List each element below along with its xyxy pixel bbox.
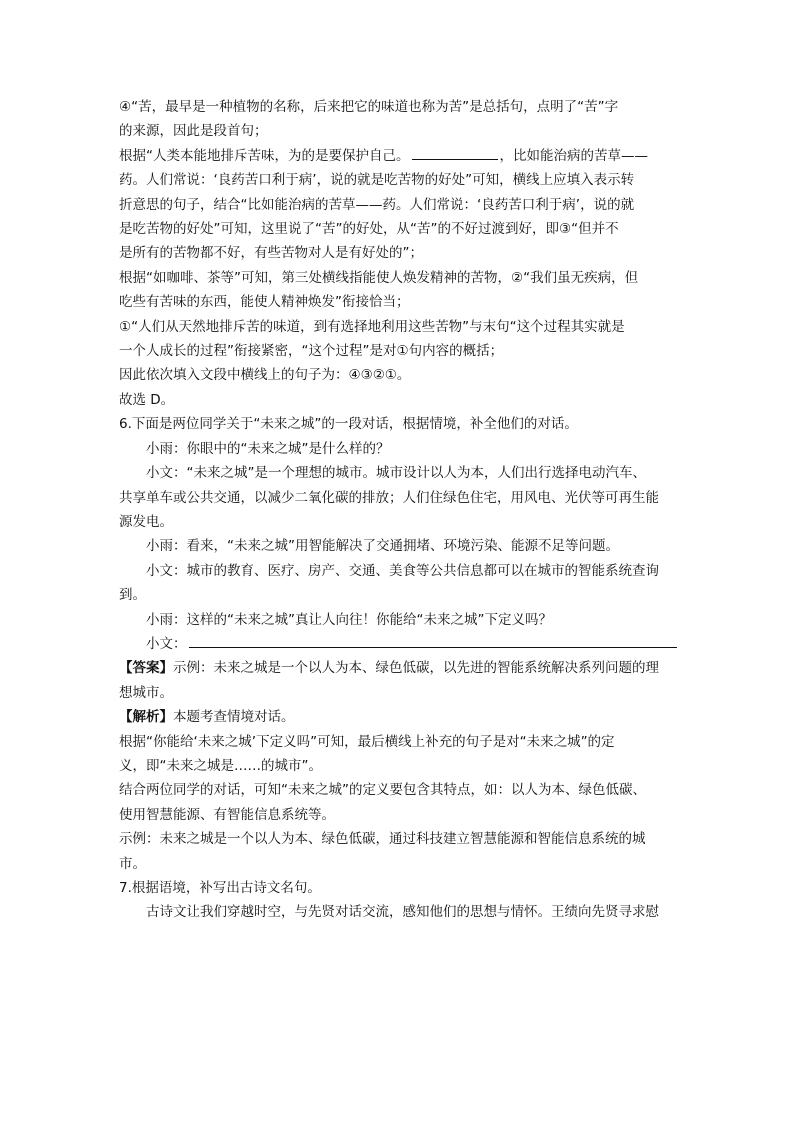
text-line: 折意思的句子，结合“比如能治病的苦草——药。人们常说：‘良药苦口利于病’，说的就 xyxy=(119,196,635,213)
text-line: 一个人成长的过程”衔接紧密，“这个过程”是对①句内容的概括； xyxy=(119,343,504,360)
dialogue-line: 小雨：你眼中的“未来之城”是什么样的？ xyxy=(146,440,390,457)
answer-tag: 【答案】 xyxy=(119,660,173,677)
text-line: 是吃苦物的好处”可知，这里说了“苦”的好处，从“苦”的不好过渡到好，即③“但并不 xyxy=(119,221,619,238)
dialogue-line: 源发电。 xyxy=(119,513,173,530)
fill-blank-line xyxy=(412,145,498,160)
analysis-tag: 【解析】 xyxy=(119,709,173,726)
text-line: 义，即“未来之城是……的城市”。 xyxy=(119,757,322,774)
dialogue-line: 小文：城市的教育、医疗、房产、交通、美食等公共信息都可以在城市的智能系统查询 xyxy=(146,562,659,579)
page-content xyxy=(119,95,679,925)
text-line: 想城市。 xyxy=(119,684,173,701)
dialogue-line: 到。 xyxy=(119,587,146,604)
text-segment: ，比如能治病的苦草—— xyxy=(499,147,648,164)
text-line: ④“苦，最早是一种植物的名称，后来把它的味道也称为苦”是总括句，点明了“苦”字 xyxy=(119,99,619,115)
text-line: 结合两位同学的对话，可知“未来之城”的定义要包含其特点，如：以人为本、绿色低碳、 xyxy=(119,782,646,799)
text-segment: 示例：未来之城是一个以人为本、绿色低碳，以先进的智能系统解决系列问题的理 xyxy=(173,660,659,677)
answer-blank-line xyxy=(189,633,677,648)
dialogue-line: 小文：“未来之城”是一个理想的城市。城市设计以人为本，人们出行选择电动汽车、 xyxy=(146,465,646,482)
question-title: 7.根据语境，补写出古诗文名句。 xyxy=(119,880,321,896)
text-line: 吃些有苦味的东西，能使人精神焕发”衔接恰当； xyxy=(119,294,410,311)
text-line: 市。 xyxy=(119,855,146,872)
text-line: 示例：未来之城是一个以人为本、绿色低碳，通过科技建立智慧能源和智能信息系统的城 xyxy=(119,831,646,848)
text-segment: 小文： xyxy=(146,635,187,652)
text-line: 根据“如咖啡、茶等”可知，第三处横线指能使人焕发精神的苦物，②“我们虽无疾病，但 xyxy=(119,269,639,286)
text-segment: 根据“人类本能地排斥苦味，为的是要保护自己。 xyxy=(119,147,410,164)
text-line: 的来源，因此是段首句； xyxy=(119,123,268,140)
text-segment: 本题考查情境对话。 xyxy=(173,709,295,726)
text-line: 古诗文让我们穿越时空，与先贤对话交流，感知他们的思想与情怀。王绩向先贤寻求慰 xyxy=(146,904,659,921)
question-title: 6.下面是两位同学关于“未来之城”的一段对话，根据情境，补全他们的对话。 xyxy=(119,416,578,433)
analysis-line xyxy=(119,705,679,729)
dialogue-line: 小雨：这样的“未来之城”真让人向往！你能给“未来之城”下定义吗？ xyxy=(146,611,552,628)
text-line: 因此依次填入文段中横线上的句子为：④③②①。 xyxy=(119,367,411,384)
text-line xyxy=(119,144,679,168)
dialogue-line xyxy=(119,632,679,656)
text-line: 故选 D。 xyxy=(119,391,175,408)
dialogue-line: 小雨：看来，“未来之城”用智能解决了交通拥堵、环境污染、能源不足等问题。 xyxy=(146,538,619,555)
dialogue-line: 共享单车或公共交通，以减少二氧化碳的排放；人们住绿色住宅，用风电、光伏等可再生能 xyxy=(119,489,659,506)
text-line: 是所有的苦物都不好，有些苦物对人是有好处的”； xyxy=(119,245,423,262)
text-line: 使用智慧能源、有智能信息系统等。 xyxy=(119,806,335,823)
text-line: ①“人们从天然地排斥苦的味道，到有选择地利用这些苦物”与末句“这个过程其实就是 xyxy=(119,318,625,335)
text-line: 根据“你能给‘未来之城’下定义吗”可知，最后横线上补充的句子是对“未来之城”的定 xyxy=(119,733,615,750)
text-line: 药。人们常说：‘良药苦口利于病’，说的就是吃苦物的好处”可知，横线上应填入表示转 xyxy=(119,172,635,189)
answer-line xyxy=(119,656,679,680)
